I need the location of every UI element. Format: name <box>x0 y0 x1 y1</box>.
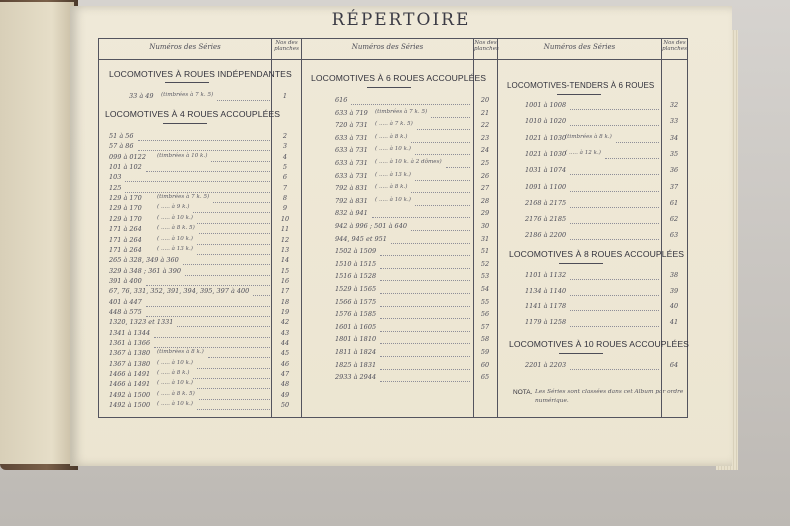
table-row <box>525 198 679 212</box>
planche-number: 40 <box>669 302 679 310</box>
planche-number: 38 <box>669 271 679 279</box>
table-row <box>525 215 679 228</box>
series-note: ( ..... à 8 k. 5) <box>157 390 195 397</box>
leader-dots <box>570 223 659 224</box>
planche-number: 28 <box>480 196 490 205</box>
planche-number: 48 <box>280 380 290 389</box>
series-range: 1320, 1323 et 1331 <box>109 318 174 327</box>
planche-number: 46 <box>280 359 290 368</box>
series-range: 2168 à 2175 <box>525 198 567 207</box>
leader-dots <box>380 255 470 256</box>
planche-header-1: Nos des planches <box>274 40 299 52</box>
series-range: 1021 à 1030 <box>525 133 567 142</box>
table-row <box>335 360 490 374</box>
planche-number: 17 <box>280 287 290 296</box>
section-title-4-roues: LOCOMOTIVES À 4 ROUES ACCOUPLÉES <box>105 109 281 119</box>
section-title-8-roues: LOCOMOTIVES À 8 ROUES ACCOUPLÉES <box>509 249 685 259</box>
series-range: 329 à 348 ; 361 à 390 <box>109 266 181 275</box>
planche-number: 54 <box>480 285 490 293</box>
series-range: 1021 à 1030 <box>525 149 567 158</box>
leader-dots <box>380 331 470 332</box>
planche-number: 3 <box>282 142 288 151</box>
table-row <box>335 234 490 248</box>
table-row <box>335 247 490 260</box>
series-note: ( ..... à 10 k.) <box>157 380 193 387</box>
table-row <box>335 348 490 361</box>
leader-dots <box>154 337 270 338</box>
planche-number: 32 <box>669 101 679 109</box>
leader-dots <box>380 369 470 370</box>
series-range: 1529 à 1565 <box>335 285 377 293</box>
leader-dots <box>411 192 470 193</box>
section-rule <box>559 353 603 354</box>
leader-dots <box>446 167 470 168</box>
planche-number: 64 <box>669 361 679 369</box>
section-rule <box>165 82 209 83</box>
section-rule <box>367 87 411 88</box>
leader-dots <box>570 174 659 175</box>
leader-dots <box>197 244 270 245</box>
series-range: 1367 à 1380 <box>109 349 151 358</box>
leader-dots <box>570 279 659 280</box>
series-range: 944, 945 et 951 <box>335 234 387 243</box>
table-row <box>525 101 679 114</box>
series-range: 1576 à 1585 <box>335 310 377 319</box>
header-rule <box>99 59 687 60</box>
series-range: 633 à 719 <box>335 108 368 117</box>
table-row <box>335 322 490 336</box>
series-range: 57 à 86 <box>109 142 134 151</box>
series-range: 129 à 170 <box>109 214 142 223</box>
leader-dots <box>193 378 270 379</box>
series-note: ( ..... à 13 k.) <box>157 245 193 252</box>
leader-dots <box>380 318 470 319</box>
series-note: ( ..... à 10 k.) <box>157 214 193 221</box>
series-range: 1141 à 1178 <box>525 302 567 310</box>
leader-dots <box>372 217 470 218</box>
table-row <box>335 259 490 273</box>
table-row <box>525 166 679 179</box>
leader-dots <box>380 381 470 382</box>
planche-number: 2 <box>282 132 288 140</box>
planche-number: 61 <box>669 198 679 207</box>
series-range: 2186 à 2200 <box>525 231 567 240</box>
table-row <box>525 231 679 244</box>
series-note: ( ..... à 12 k.) <box>565 149 601 156</box>
series-range: 448 à 575 <box>109 307 142 316</box>
table-row <box>335 108 490 122</box>
leader-dots <box>199 233 270 234</box>
nota-text: Les Séries sont classées dans cet Album par ordre numérique. <box>535 389 684 404</box>
leader-dots <box>605 158 659 159</box>
series-range: 1101 à 1132 <box>525 271 567 279</box>
planche-number: 4 <box>282 152 288 161</box>
section-title-roues-independantes: LOCOMOTIVES À ROUES INDÉPENDANTES <box>109 69 292 79</box>
leader-dots <box>570 125 659 126</box>
planche-number: 27 <box>480 184 490 193</box>
table-row <box>109 401 290 414</box>
leader-dots <box>217 100 270 101</box>
table-row <box>335 121 490 134</box>
page-title: RÉPERTOIRE <box>331 10 471 30</box>
table-row <box>335 373 490 386</box>
series-note: ( ..... à 10 k.) <box>375 146 411 153</box>
leader-dots <box>380 343 470 344</box>
planche-number: 8 <box>282 194 288 203</box>
series-range: 1134 à 1140 <box>525 286 567 295</box>
series-range: 1001 à 1008 <box>525 101 567 109</box>
planche-number: 37 <box>669 182 679 191</box>
planche-number: 24 <box>480 146 490 155</box>
leader-dots <box>415 180 470 181</box>
planche-number: 21 <box>480 108 490 117</box>
leader-dots <box>411 230 470 231</box>
leader-dots <box>197 223 270 224</box>
series-range: 1510 à 1515 <box>335 259 377 268</box>
leader-dots <box>177 326 270 327</box>
leader-dots <box>417 129 470 130</box>
series-range: 1091 à 1100 <box>525 182 567 191</box>
planche-number: 29 <box>480 209 490 218</box>
planche-header-2: Nos des planches <box>474 40 499 52</box>
planche-number: 49 <box>280 390 290 399</box>
leader-dots <box>380 293 470 294</box>
leader-dots <box>570 369 659 370</box>
series-header-1: Numéros des Séries <box>149 43 221 51</box>
table-row <box>335 159 490 172</box>
table-row <box>525 117 679 130</box>
table-row <box>335 171 490 185</box>
series-range: 1367 à 1380 <box>109 359 151 368</box>
leader-dots <box>380 280 470 281</box>
table-row <box>525 317 679 331</box>
planche-number: 19 <box>280 307 290 316</box>
series-note: ( ..... à 8 k.) <box>375 133 408 140</box>
leader-dots <box>411 142 470 143</box>
planche-number: 47 <box>280 370 290 379</box>
planche-number: 13 <box>280 245 290 254</box>
series-note: (timbrées à 10 k.) <box>157 152 208 159</box>
table-row <box>525 302 679 315</box>
series-range: 2933 à 2944 <box>335 373 377 382</box>
series-range: 633 à 731 <box>335 171 368 180</box>
leader-dots <box>415 205 470 206</box>
planche-number: 12 <box>280 235 290 244</box>
series-range: 1492 à 1500 <box>109 390 151 399</box>
table-row <box>525 149 679 163</box>
series-range: 171 à 264 <box>109 225 142 234</box>
planche-number: 50 <box>280 401 290 410</box>
series-range: 1811 à 1824 <box>335 348 377 356</box>
series-note: (timbrées à 7 k. 5) <box>375 108 428 115</box>
planche-number: 5 <box>282 163 288 172</box>
series-note: ( ..... à 10 k.) <box>157 401 193 408</box>
series-range: 792 à 831 <box>335 184 368 193</box>
series-range: 1502 à 1509 <box>335 247 377 256</box>
planche-number: 31 <box>480 234 490 243</box>
series-note: (timbrées à 7 k. 5) <box>157 194 210 201</box>
table-row <box>335 196 490 210</box>
planche-number: 63 <box>669 231 679 240</box>
index-table <box>98 38 688 418</box>
series-range: 2176 à 2185 <box>525 215 567 224</box>
leader-dots <box>570 191 659 192</box>
series-range: 391 à 400 <box>109 276 142 285</box>
planche-number: 45 <box>280 349 290 358</box>
leader-dots <box>380 356 470 357</box>
series-range: 633 à 731 <box>335 159 368 167</box>
planche-number: 10 <box>280 214 290 223</box>
leader-dots <box>380 268 470 269</box>
leader-dots <box>138 150 270 151</box>
series-range: 633 à 731 <box>335 146 368 155</box>
table-row <box>525 133 679 147</box>
series-range: 51 à 56 <box>109 132 134 140</box>
leader-dots <box>208 357 270 358</box>
series-range: 265 à 328, 349 à 360 <box>109 256 179 265</box>
planche-number: 11 <box>280 225 290 234</box>
leader-dots <box>570 310 659 311</box>
table-row <box>525 182 679 196</box>
planche-number: 57 <box>480 322 490 331</box>
series-note: (timbrées à 8 k.) <box>157 349 204 356</box>
section-rule <box>163 123 207 124</box>
planche-number: 6 <box>282 173 288 182</box>
planche-number: 15 <box>280 266 290 275</box>
planche-number: 53 <box>480 272 490 281</box>
series-range: 2201 à 2203 <box>525 361 567 369</box>
series-range: 1825 à 1831 <box>335 360 377 369</box>
planche-number: 26 <box>480 171 490 180</box>
planche-number: 16 <box>280 276 290 285</box>
planche-number: 44 <box>280 339 290 347</box>
planche-number: 1 <box>282 92 288 100</box>
planche-number: 18 <box>280 297 290 306</box>
series-range: 1566 à 1575 <box>335 297 377 306</box>
planche-number: 52 <box>480 259 490 268</box>
series-note: ( ..... à 10 k.) <box>375 196 411 203</box>
planche-number: 20 <box>480 96 490 104</box>
table-row <box>525 286 679 300</box>
table-row <box>335 222 490 235</box>
series-range: 1341 à 1344 <box>109 328 151 337</box>
series-note: (timbrées à 7 k. 5) <box>161 92 214 98</box>
series-range: 1179 à 1258 <box>525 317 567 326</box>
table-row <box>335 209 490 222</box>
planche-number: 59 <box>480 348 490 356</box>
leader-dots <box>197 409 270 410</box>
table-row <box>335 297 490 311</box>
series-range: 1010 à 1020 <box>525 117 567 126</box>
series-range: 101 à 102 <box>109 163 142 172</box>
section-rule <box>557 94 601 95</box>
planche-number: 65 <box>480 373 490 382</box>
planche-number: 41 <box>669 317 679 326</box>
series-range: 33 à 49 <box>129 92 154 100</box>
planche-number: 33 <box>669 117 679 126</box>
series-range: 633 à 731 <box>335 133 368 142</box>
series-range: 129 à 170 <box>109 194 142 203</box>
series-range: 1361 à 1366 <box>109 339 151 347</box>
series-header-2: Numéros des Séries <box>351 43 424 51</box>
leader-dots <box>154 347 270 348</box>
leader-dots <box>199 399 270 400</box>
section-title-tenders: LOCOMOTIVES-TENDERS À 6 ROUES <box>507 81 655 90</box>
planche-number: 23 <box>480 133 490 142</box>
planche-number: 43 <box>280 328 290 337</box>
section-rule <box>559 263 603 264</box>
leader-dots <box>431 117 470 118</box>
leader-dots <box>197 254 270 255</box>
leader-dots <box>146 316 270 317</box>
series-note: (timbrées à 8 k.) <box>565 133 612 140</box>
series-header-3: Numéros des Séries <box>543 43 616 51</box>
planche-header-3: Nos des planches <box>662 40 687 52</box>
planche-number: 58 <box>480 335 490 344</box>
table-row <box>335 285 490 298</box>
planche-number: 60 <box>480 360 490 369</box>
series-range: 129 à 170 <box>109 204 142 213</box>
series-range: 401 à 447 <box>109 297 142 306</box>
planche-number: 55 <box>480 297 490 306</box>
table-row <box>335 133 490 147</box>
planche-number: 7 <box>282 183 288 192</box>
series-range: 1516 à 1528 <box>335 272 377 281</box>
planche-number: 39 <box>669 286 679 295</box>
table-row <box>335 184 490 197</box>
leader-dots <box>197 368 270 369</box>
table-row <box>335 272 490 285</box>
planche-number: 25 <box>480 159 490 167</box>
section-title-10-roues: LOCOMOTIVES À 10 ROUES ACCOUPLÉES <box>509 339 689 349</box>
leader-dots <box>213 202 270 203</box>
leader-dots <box>146 306 270 307</box>
leader-dots <box>197 388 270 389</box>
column-divider <box>271 39 272 417</box>
series-note: ( ..... à 8 k. 5) <box>157 225 195 232</box>
series-range: 1031 à 1074 <box>525 166 567 175</box>
series-note: ( ..... à 8 k.) <box>157 370 190 377</box>
series-range: 1466 à 1491 <box>109 380 151 389</box>
table-row <box>335 96 490 109</box>
table-row <box>525 361 679 374</box>
leader-dots <box>185 275 270 276</box>
series-note: ( ..... à 10 k.) <box>157 235 193 242</box>
leader-dots <box>138 140 270 141</box>
leader-dots <box>570 326 659 327</box>
series-range: 1492 à 1500 <box>109 401 151 410</box>
series-range: 125 <box>109 183 122 192</box>
series-note: ( ..... à 13 k.) <box>375 171 411 178</box>
leader-dots <box>183 264 270 265</box>
series-range: 720 à 731 <box>335 121 368 130</box>
series-range: 103 <box>109 173 122 182</box>
leader-dots <box>125 192 270 193</box>
planche-number: 42 <box>280 318 290 327</box>
series-range: 1801 à 1810 <box>335 335 377 344</box>
leader-dots <box>253 295 270 296</box>
planche-number: 36 <box>669 166 679 175</box>
series-note: ( ..... à 10 k. à 2 dômes) <box>375 159 442 165</box>
planche-number: 22 <box>480 121 490 130</box>
leader-dots <box>570 207 659 208</box>
planche-number: 51 <box>480 247 490 256</box>
series-range: 171 à 264 <box>109 245 142 254</box>
column-divider <box>301 39 302 417</box>
leader-dots <box>570 239 659 240</box>
nota-label: NOTA. <box>513 389 533 396</box>
table-row <box>525 271 679 284</box>
leader-dots <box>193 212 270 213</box>
series-range: 099 à 0122 <box>109 152 146 161</box>
leader-dots <box>125 181 270 182</box>
series-note: ( ..... à 10 k.) <box>157 359 193 366</box>
planche-number: 35 <box>669 149 679 158</box>
planche-number: 30 <box>480 222 490 230</box>
planche-number: 9 <box>282 204 288 213</box>
leader-dots <box>380 306 470 307</box>
table-row <box>129 92 288 105</box>
leader-dots <box>570 295 659 296</box>
leader-dots <box>415 154 470 155</box>
series-note: ( ..... à 9 k.) <box>157 204 190 211</box>
series-range: 942 à 996 ; 501 à 640 <box>335 222 407 230</box>
series-note: ( ..... à 7 k. 5) <box>375 121 413 128</box>
left-page <box>0 2 74 464</box>
series-range: 616 <box>335 96 348 104</box>
series-range: 832 à 941 <box>335 209 368 218</box>
series-note: ( ..... à 8 k.) <box>375 184 408 191</box>
planche-number: 14 <box>280 256 290 265</box>
planche-number: 62 <box>669 215 679 224</box>
planche-number: 56 <box>480 310 490 319</box>
leader-dots <box>146 285 270 286</box>
series-range: 1601 à 1605 <box>335 322 377 331</box>
series-range: 171 à 264 <box>109 235 142 244</box>
section-title-6-roues: LOCOMOTIVES À 6 ROUES ACCOUPLÉES <box>311 73 487 83</box>
leader-dots <box>211 161 270 162</box>
leader-dots <box>351 104 470 105</box>
series-range: 67, 76, 331, 352, 391, 394, 395, 397 à 400 <box>109 287 250 296</box>
table-row <box>335 335 490 348</box>
leader-dots <box>570 109 659 110</box>
series-range: 792 à 831 <box>335 196 368 205</box>
column-divider <box>497 39 498 417</box>
table-row <box>335 310 490 323</box>
table-row <box>335 146 490 159</box>
planche-number: 34 <box>669 133 679 142</box>
leader-dots <box>391 243 470 244</box>
leader-dots <box>616 142 659 143</box>
leader-dots <box>146 171 270 172</box>
series-range: 1466 à 1491 <box>109 370 151 379</box>
